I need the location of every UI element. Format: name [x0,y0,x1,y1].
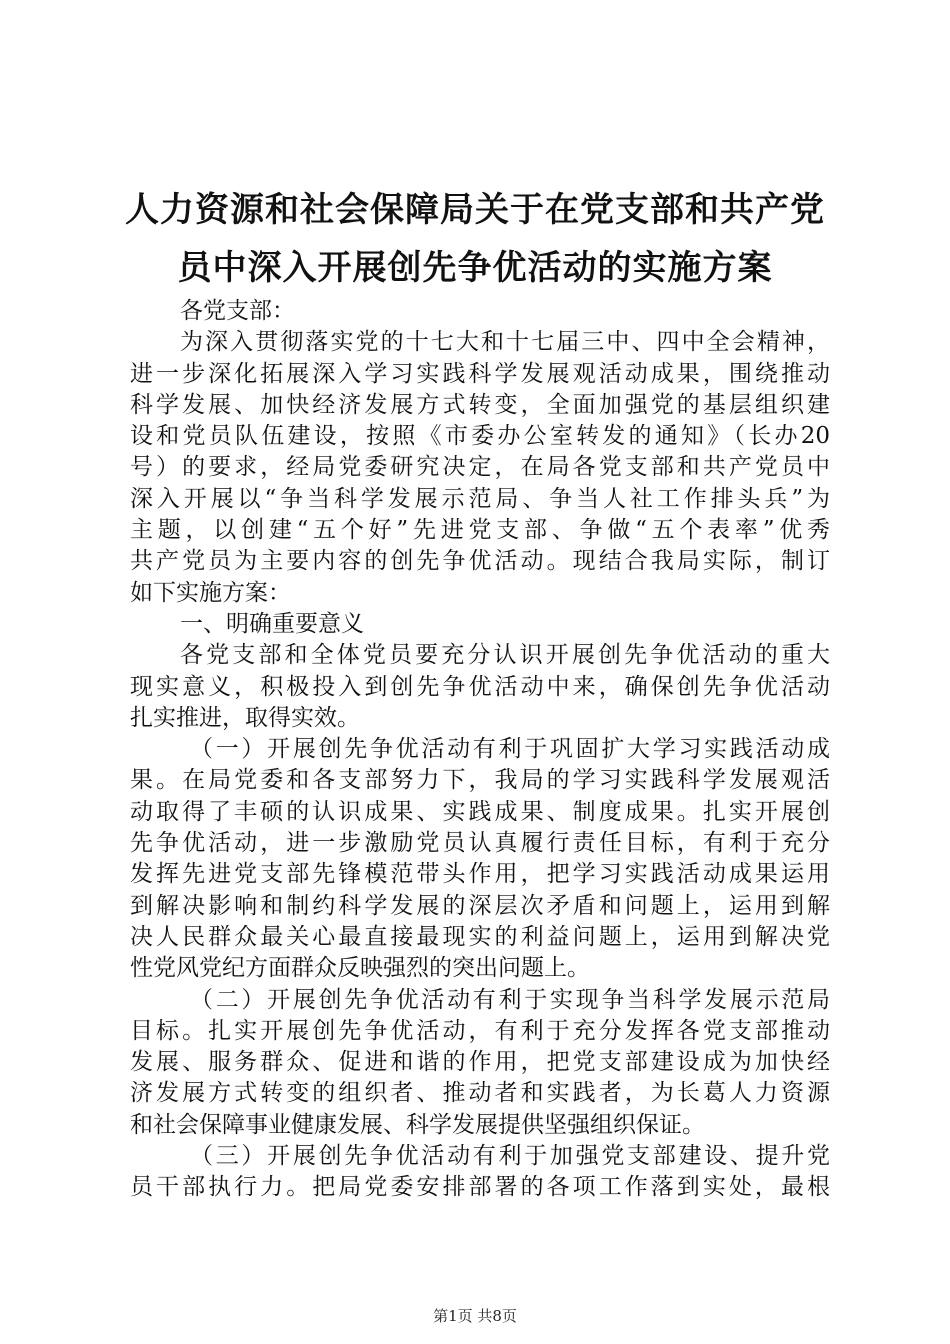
text-line: 设和党员队伍建设，按照《市委办公室转发的通知》（长办20 [130,423,830,450]
text-line: 性党风党纪方面群众反映强烈的突出问题上。 [130,955,590,982]
text-line: 员干部执行力。把局党委安排部署的各项工作落到实处，最根 [130,1174,830,1201]
text-line: 决人民群众最关心最直接最现实的利益问题上，运用到解决党 [130,923,830,950]
text-line: 为深入贯彻落实党的十七大和十七届三中、四中全会精神， [180,329,830,356]
paragraph-point-2 [130,985,830,1141]
text-line: 到解决影响和制约科学发展的深层次矛盾和问题上，运用到解 [130,892,830,919]
text-line: 发展、服务群众、促进和谐的作用，把党支部建设成为加快经 [130,1049,830,1076]
text-line: 现实意义，积极投入到创先争优活动中来，确保创先争优活动 [130,673,830,700]
page-number-footer: 第1页 共8页 [433,1307,517,1325]
text-line: 共产党员为主要内容的创先争优活动。现结合我局实际，制订 [130,548,830,575]
paragraph-point-1 [130,734,830,984]
text-line: 深入开展以“争当科学发展示范局、争当人社工作排头兵”为 [130,485,830,512]
section-heading: 一、明确重要意义 [180,610,364,637]
paragraph-point-3 [130,1141,830,1204]
text-line: 主题，以创建“五个好”先进党支部、争做“五个表率”优秀 [130,517,830,544]
document-title-line-1: 人力资源和社会保障局关于在党支部和共产党 [125,190,825,230]
text-line: （一）开展创先争优活动有利于巩固扩大学习实践活动成 [190,736,830,763]
text-line: 各党支部和全体党员要充分认识开展创先争优活动的重大 [180,642,830,669]
document-body [130,296,830,1204]
text-line: 发挥先进党支部先锋模范带头作用，把学习实践活动成果运用 [130,861,830,888]
text-line: 进一步深化拓展深入学习实践科学发展观活动成果，围绕推动 [130,360,830,387]
text-line: 科学发展、加快经济发展方式转变，全面加强党的基层组织建 [130,391,830,418]
text-line: 先争优活动，进一步激励党员认真履行责任目标，有利于充分 [130,830,830,857]
text-line: 果。在局党委和各支部努力下，我局的学习实践科学发展观活 [130,767,830,794]
text-line: 和社会保障事业健康发展、科学发展提供坚强组织保证。 [130,1111,705,1138]
text-line: 扎实推进，取得实效。 [130,704,360,731]
text-line: 如下实施方案： [130,579,291,606]
salutation: 各党支部： [180,298,295,324]
text-line: 济发展方式转变的组织者、推动者和实践者，为长葛人力资源 [130,1080,830,1107]
paragraph-intro [130,327,830,609]
text-line: （三）开展创先争优活动有利于加强党支部建设、提升党 [190,1143,830,1170]
paragraph-significance [130,640,830,734]
document-title-line-2: 员中深入开展创先争优活动的实施方案 [177,248,773,288]
text-line: 动取得了丰硕的认识成果、实践成果、制度成果。扎实开展创 [130,798,830,825]
text-line: 号）的要求，经局党委研究决定，在局各党支部和共产党员中 [130,454,830,481]
text-line: 目标。扎实开展创先争优活动，有利于充分发挥各党支部推动 [130,1017,830,1044]
text-line: （二）开展创先争优活动有利于实现争当科学发展示范局 [190,986,830,1013]
